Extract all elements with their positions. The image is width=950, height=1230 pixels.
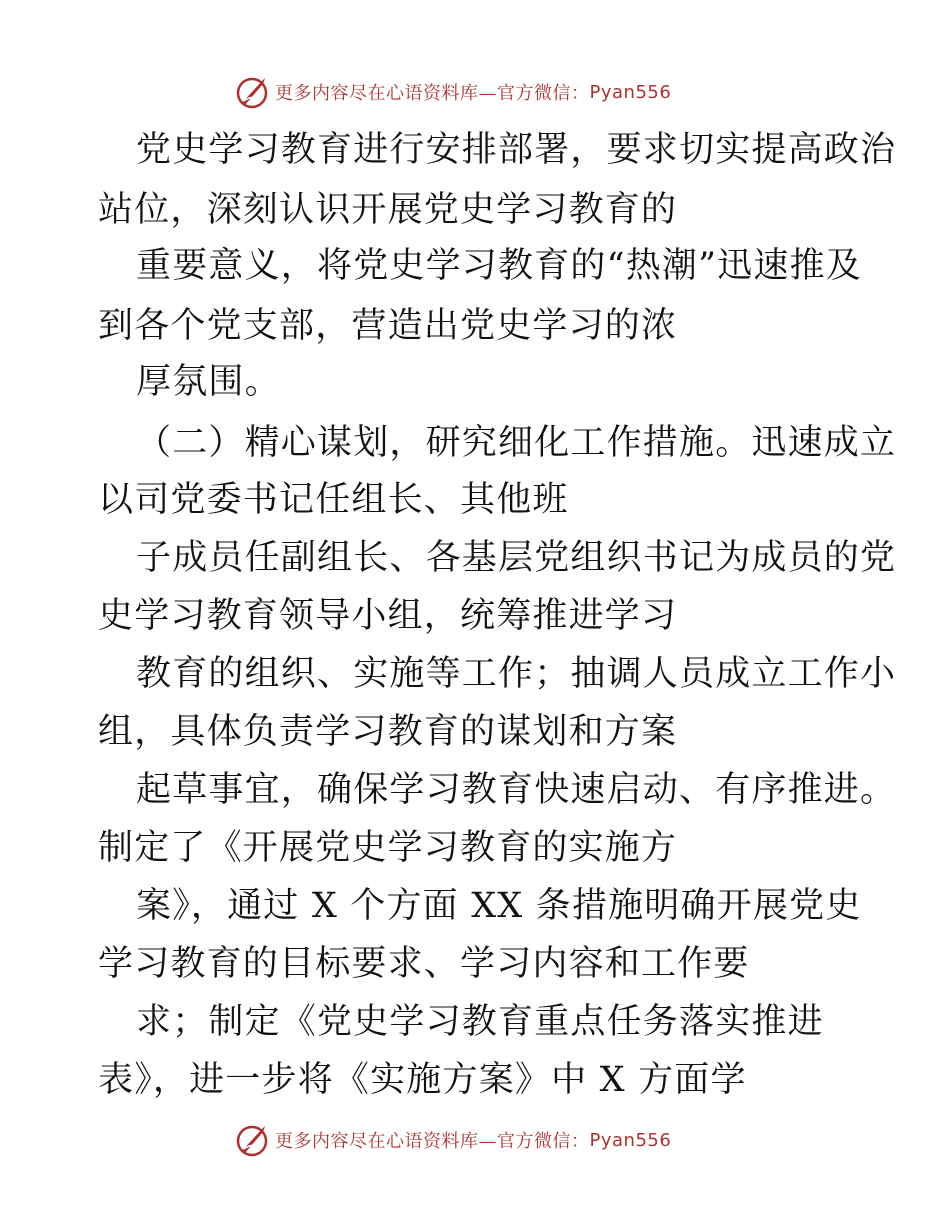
text-line: 以司党委书记任组长、其他班 <box>98 480 569 520</box>
watermark-handle: Pyan556 <box>589 1129 672 1151</box>
watermark-text: 更多内容尽在心语资料库—官方微信： <box>275 1131 590 1152</box>
text-line: 站位，深刻认识开展党史学习教育的 <box>98 190 678 230</box>
text-line: 重要意义，将党史学习教育的“热潮”迅速推及 <box>136 246 862 286</box>
quill-logo-icon <box>235 1122 271 1158</box>
text-line: 厚氛围。 <box>136 362 281 402</box>
watermark-handle: Pyan556 <box>589 81 672 103</box>
text-line: 学习教育的目标要求、学习内容和工作要 <box>98 944 750 984</box>
text-line: 案》，通过 X 个方面 XX 条措施明确开展党史 <box>136 886 862 926</box>
text-line: 组，具体负责学习教育的谋划和方案 <box>98 712 678 752</box>
text-line: 求；制定《党史学习教育重点任务落实推进 <box>136 1002 824 1042</box>
footer-watermark <box>235 1120 715 1160</box>
text-line: 表》，进一步将《实施方案》中 X 方面学 <box>98 1060 747 1100</box>
text-line: 起草事宜，确保学习教育快速启动、有序推进。 <box>136 770 897 810</box>
text-line: 教育的组织、实施等工作；抽调人员成立工作小 <box>136 654 897 694</box>
text-line: 到各个党支部，营造出党史学习的浓 <box>98 306 678 346</box>
text-line: （二）精心谋划，研究细化工作措施。迅速成立 <box>136 423 897 463</box>
watermark-text: 更多内容尽在心语资料库—官方微信： <box>275 83 590 104</box>
text-line: 制定了《开展党史学习教育的实施方 <box>98 828 678 868</box>
text-line: 史学习教育领导小组，统筹推进学习 <box>98 596 678 636</box>
text-line: 党史学习教育进行安排部署，要求切实提高政治 <box>136 130 897 170</box>
text-line: 子成员任副组长、各基层党组织书记为成员的党 <box>136 538 897 578</box>
